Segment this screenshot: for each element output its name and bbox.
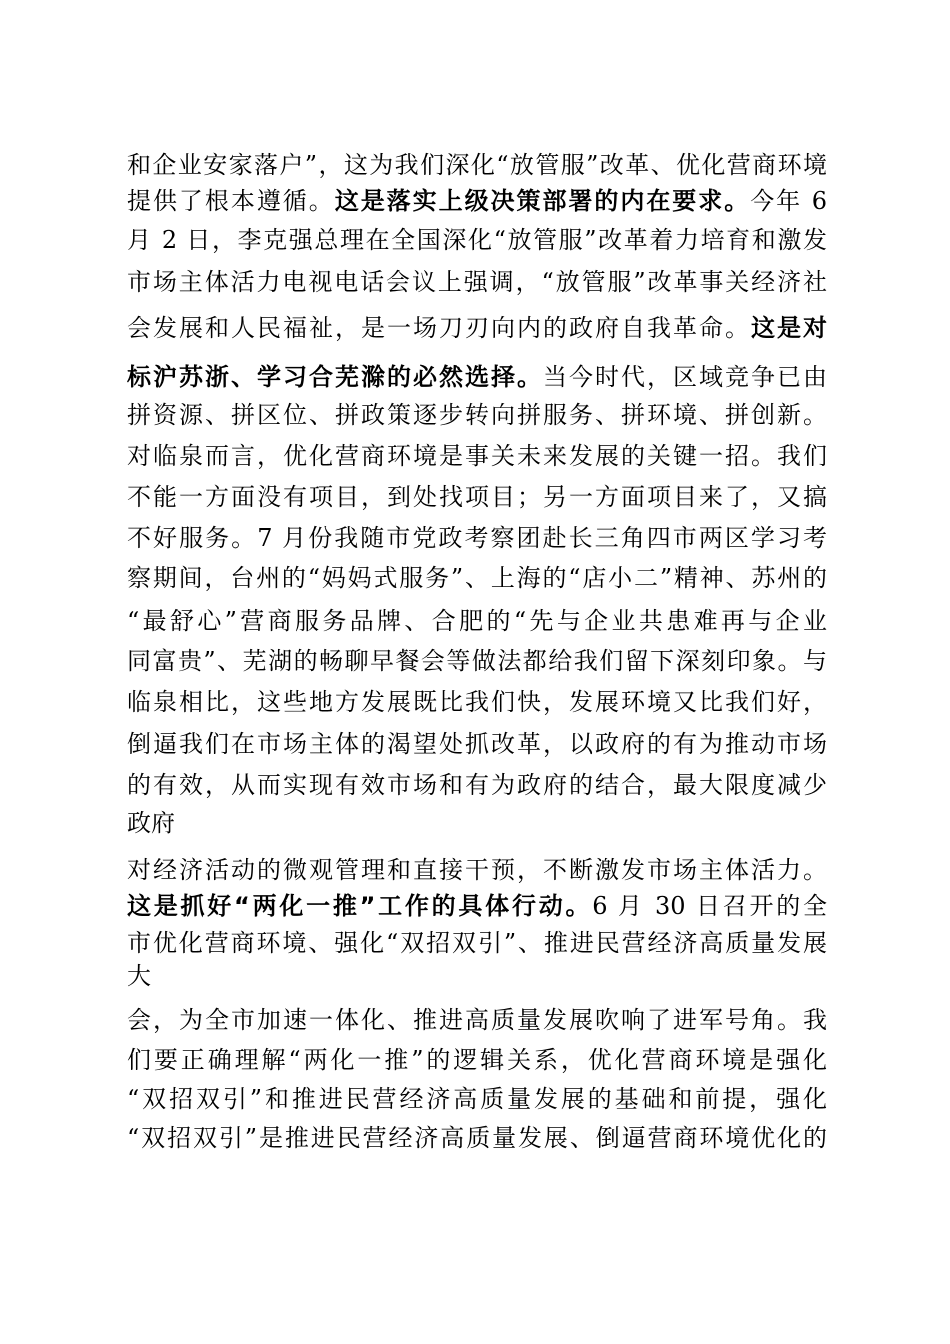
text-line	[127, 482, 827, 512]
text-line	[127, 1045, 827, 1075]
text-run: 会，为全市加速一体化、推进高质量发展吹响了进军号角。我	[127, 1006, 827, 1034]
text-run: “最舒心”营商服务品牌、合肥的“先与企业共患难再与企业	[127, 607, 827, 635]
text-run: 提供了根本遵循。	[127, 187, 335, 215]
text-line	[127, 313, 827, 343]
text-line	[127, 150, 827, 180]
text-run: 今年 6	[750, 187, 828, 215]
text-run: 政府	[127, 809, 175, 837]
text-run: 6 月 30 日召开的全	[592, 892, 827, 920]
text-run: 同富贵”、芜湖的畅聊早餐会等做法都给我们留下深刻印象。与	[127, 647, 827, 675]
text-line	[127, 891, 827, 921]
text-run: 市场主体活力电视电话会议上强调，“放管服”改革事关经济社	[127, 268, 827, 296]
text-line	[127, 267, 827, 297]
text-line	[127, 523, 827, 553]
text-line	[127, 606, 827, 636]
text-line	[127, 646, 827, 676]
text-run: 们要正确理解“两化一推”的逻辑关系，优化营商环境是强化	[127, 1046, 827, 1074]
text-line	[127, 400, 827, 430]
text-line	[127, 961, 827, 991]
text-run: 不好服务。7 月份我随市党政考察团赴长三角四市两区学习考	[127, 524, 827, 552]
text-line	[127, 729, 827, 759]
text-run: 的有效，从而实现有效市场和有为政府的结合，最大限度减少	[127, 771, 827, 799]
text-line	[127, 928, 827, 958]
text-line	[127, 225, 827, 255]
text-run: 拼资源、拼区位、拼政策逐步转向拼服务、拼环境、拼创新。	[127, 401, 827, 429]
text-line	[127, 1084, 827, 1114]
text-run: 会发展和人民福祉，是一场刀刃向内的政府自我革命。	[127, 314, 751, 342]
bold-heading: 这是对	[751, 314, 827, 342]
text-run: 市优化营商环境、强化“双招双引”、推进民营经济高质量发展	[127, 929, 827, 957]
text-line	[127, 186, 827, 216]
text-line	[127, 855, 827, 885]
text-run: 不能一方面没有项目，到处找项目；另一方面项目来了，又搞	[127, 483, 827, 511]
text-run: 对经济活动的微观管理和直接干预，不断激发市场主体活力。	[127, 856, 827, 884]
text-run: 察期间，台州的“妈妈式服务”、上海的“店小二”精神、苏州的	[127, 564, 827, 592]
text-line	[127, 1123, 827, 1153]
text-line	[127, 563, 827, 593]
text-run: 临泉相比，这些地方发展既比我们快，发展环境又比我们好，	[127, 688, 827, 716]
text-run: 对临泉而言，优化营商环境是事关未来发展的关键一招。我们	[127, 442, 827, 470]
text-run: “双招双引”和推进民营经济高质量发展的基础和前提，强化	[127, 1085, 827, 1113]
text-line	[127, 808, 827, 838]
text-line	[127, 687, 827, 717]
text-run: 倒逼我们在市场主体的渴望处抓改革，以政府的有为推动市场	[127, 730, 827, 758]
text-run: “双招双引”是推进民营经济高质量发展、倒逼营商环境优化的	[127, 1124, 827, 1152]
text-run: 当今时代，区域竞争已由	[543, 363, 827, 391]
bold-heading: 这是落实上级决策部署的内在要求。	[334, 187, 751, 215]
text-line	[127, 362, 827, 392]
text-run: 和企业安家落户”，这为我们深化“放管服”改革、优化营商环境	[127, 151, 827, 179]
text-run: 月 2 日，李克强总理在全国深化“放管服”改革着力培育和激发	[127, 226, 827, 254]
text-run: 大	[127, 962, 151, 990]
bold-heading: 标沪苏浙、学习合芜滁的必然选择。	[127, 363, 543, 391]
text-line	[127, 441, 827, 471]
text-line	[127, 1005, 827, 1035]
bold-heading: 这是抓好“两化一推”工作的具体行动。	[127, 892, 593, 920]
text-line	[127, 770, 827, 800]
